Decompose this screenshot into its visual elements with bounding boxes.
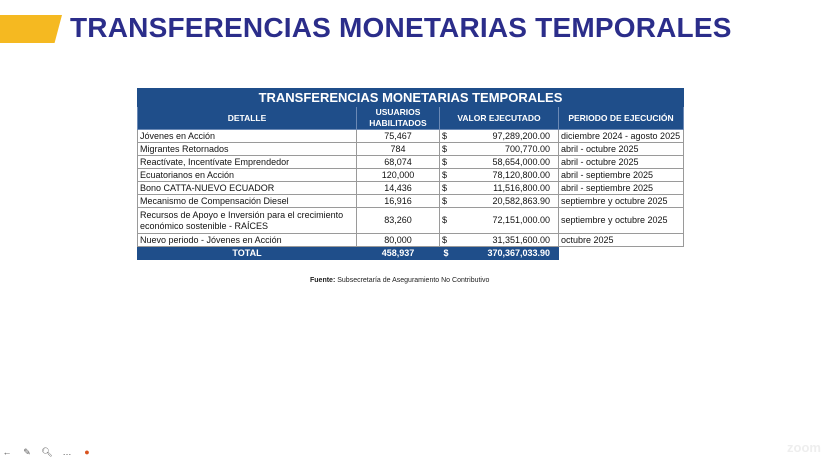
cell-valor: 31,351,600.00 — [453, 234, 559, 247]
more-icon[interactable]: … — [62, 447, 72, 457]
cell-periodo: abril - octubre 2025 — [559, 143, 684, 156]
table-row — [138, 156, 684, 169]
watermark-logo: zoom — [787, 440, 821, 455]
total-valor: 370,367,033.90 — [453, 247, 559, 260]
table-row — [138, 143, 684, 156]
cell-valor: 11,516,800.00 — [453, 182, 559, 195]
accent-bar — [0, 15, 62, 43]
cell-usuarios: 80,000 — [357, 234, 440, 247]
cell-currency: $ — [440, 169, 453, 182]
header-detalle: DETALLE — [138, 107, 357, 130]
total-label: TOTAL — [138, 247, 357, 260]
table-title: TRANSFERENCIAS MONETARIAS TEMPORALES — [138, 89, 684, 107]
cell-detalle: Reactívate, Incentívate Emprendedor — [138, 156, 357, 169]
cell-periodo: septiembre y octubre 2025 — [559, 208, 684, 234]
cell-usuarios: 83,260 — [357, 208, 440, 234]
cell-detalle: Recursos de Apoyo e Inversión para el crecimiento económico sostenible - RAÍCES — [138, 208, 357, 234]
table-row — [138, 182, 684, 195]
cell-currency: $ — [440, 156, 453, 169]
cell-detalle: Jóvenes en Acción — [138, 130, 357, 143]
cell-usuarios: 120,000 — [357, 169, 440, 182]
cell-valor: 72,151,000.00 — [453, 208, 559, 234]
presentation-toolbar — [2, 447, 92, 457]
cell-periodo: abril - septiembre 2025 — [559, 169, 684, 182]
page-title: TRANSFERENCIAS MONETARIAS TEMPORALES — [70, 12, 732, 43]
pointer-icon[interactable]: ● — [84, 447, 90, 457]
source-text: Subsecretaría de Aseguramiento No Contributivo — [337, 277, 490, 284]
table-row — [138, 169, 684, 182]
source-note — [310, 277, 489, 284]
cell-periodo: abril - septiembre 2025 — [559, 182, 684, 195]
cell-periodo: diciembre 2024 - agosto 2025 — [559, 130, 684, 143]
zoom-icon[interactable]: 🔍︎ — [41, 446, 53, 457]
cell-detalle: Nuevo periodo - Jóvenes en Acción — [138, 234, 357, 247]
total-blank — [559, 247, 684, 260]
cell-detalle: Bono CATTA-NUEVO ECUADOR — [138, 182, 357, 195]
cell-usuarios: 68,074 — [357, 156, 440, 169]
total-row — [138, 247, 684, 260]
cell-periodo: abril - octubre 2025 — [559, 156, 684, 169]
cell-valor: 97,289,200.00 — [453, 130, 559, 143]
table-row — [138, 130, 684, 143]
cell-valor: 58,654,000.00 — [453, 156, 559, 169]
cell-valor: 700,770.00 — [453, 143, 559, 156]
cell-currency: $ — [440, 182, 453, 195]
pen-icon[interactable]: ✎ — [23, 446, 31, 457]
header-valor: VALOR EJECUTADO — [440, 107, 559, 130]
total-currency: $ — [440, 247, 453, 260]
cell-detalle: Mecanismo de Compensación Diesel — [138, 195, 357, 208]
total-usuarios: 458,937 — [357, 247, 440, 260]
header-usuarios: USUARIOS HABILITADOS — [357, 107, 440, 130]
cell-currency: $ — [440, 143, 453, 156]
cell-usuarios: 16,916 — [357, 195, 440, 208]
table-row — [138, 195, 684, 208]
cell-detalle: Ecuatorianos en Acción — [138, 169, 357, 182]
cell-currency: $ — [440, 234, 453, 247]
cell-currency: $ — [440, 195, 453, 208]
table-row — [138, 208, 684, 234]
transfers-table — [137, 88, 684, 260]
back-icon[interactable]: ← — [2, 447, 12, 457]
cell-valor: 78,120,800.00 — [453, 169, 559, 182]
cell-valor: 20,582,863.90 — [453, 195, 559, 208]
cell-currency: $ — [440, 130, 453, 143]
cell-usuarios: 75,467 — [357, 130, 440, 143]
cell-periodo: octubre 2025 — [559, 234, 684, 247]
cell-usuarios: 784 — [357, 143, 440, 156]
cell-detalle: Migrantes Retornados — [138, 143, 357, 156]
header-periodo: PERIODO DE EJECUCIÓN — [559, 107, 684, 130]
cell-currency: $ — [440, 208, 453, 234]
table-row — [138, 234, 684, 247]
cell-periodo: septiembre y octubre 2025 — [559, 195, 684, 208]
cell-usuarios: 14,436 — [357, 182, 440, 195]
source-label: Fuente: — [310, 277, 336, 284]
